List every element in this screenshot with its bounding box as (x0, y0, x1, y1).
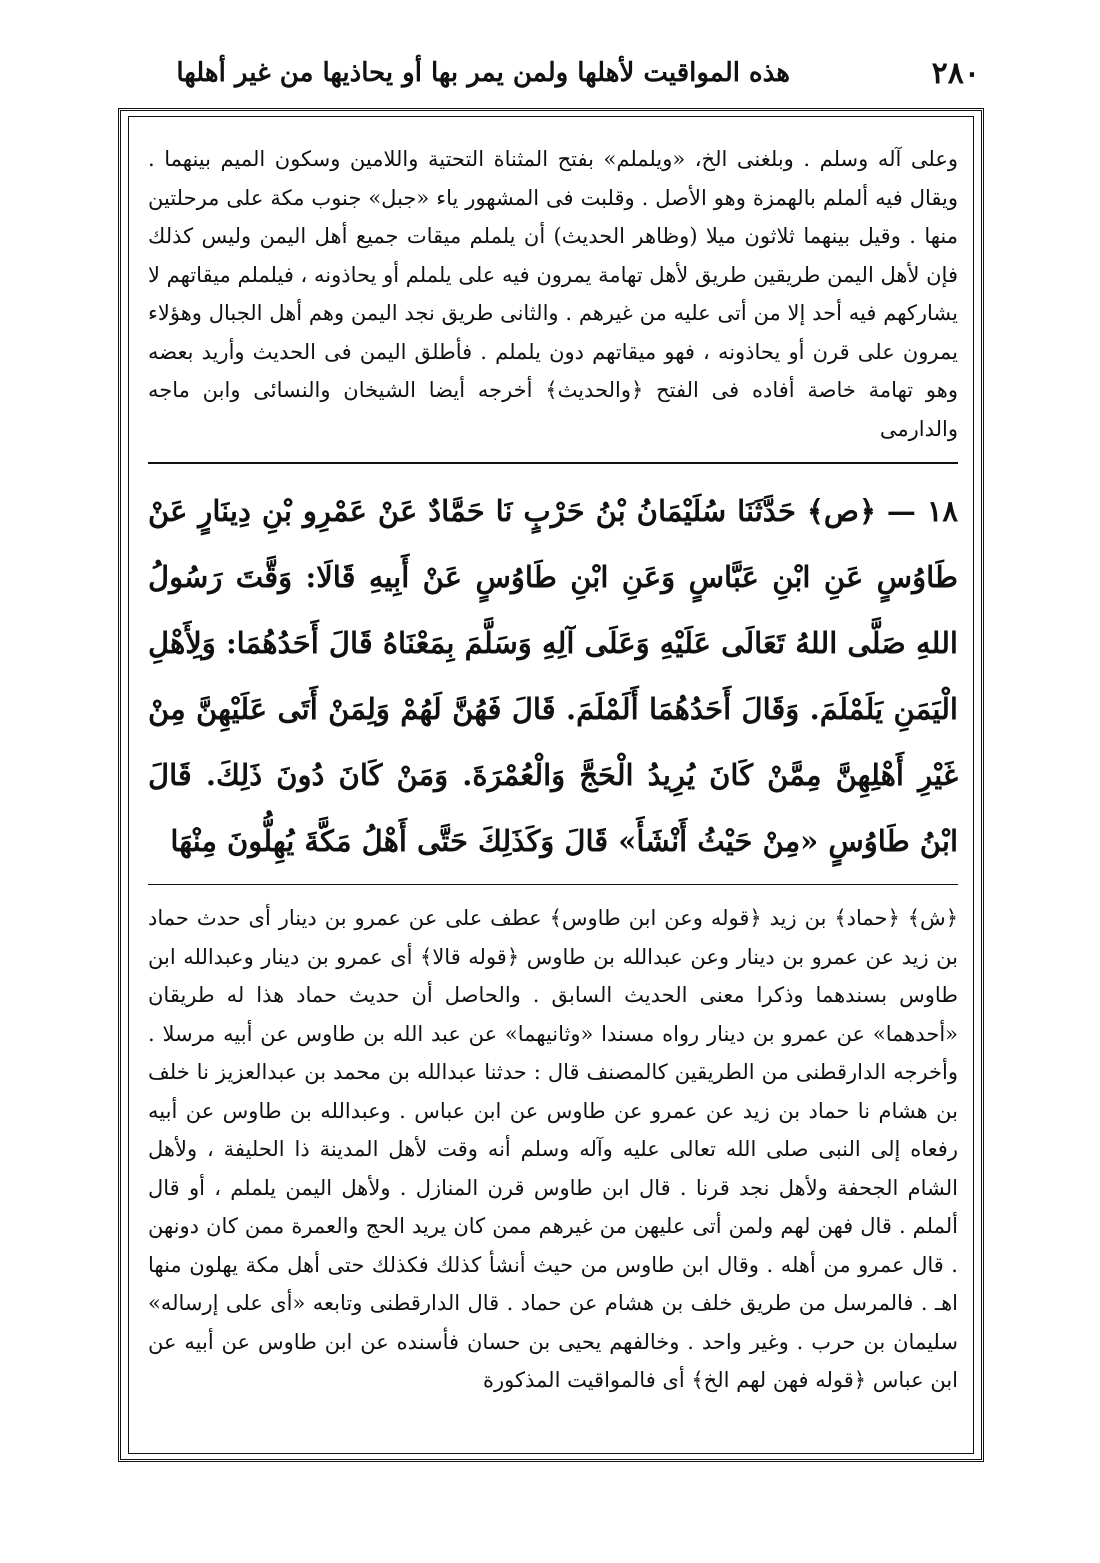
hadith-number: ١٨ (926, 494, 958, 528)
commentary-bottom (148, 899, 958, 1400)
commentary-top (148, 140, 958, 448)
commentary-line: عن حماد . قال الدارقطنى وتابعه «أى على إرساله» سليمان بن حرب . وغير واحد . وخالفهم يحيى بن (148, 1291, 958, 1354)
commentary-line: حسان فأسنده عن ابن طاوس عن أبيه عن ابن عباس ﴿قوله فهن لهم الخ﴾ أى فالمواقيت المذكورة (148, 1329, 958, 1392)
page-header (120, 50, 980, 106)
commentary-line: من حيث أنشأ كذلك فكذلك حتى أهل مكة يهلون منها اهـ . فالمرسل من طريق خلف بن هشام (148, 1252, 958, 1315)
commentary-line: طريقين طريق لأهل تهامة يمرون فيه على يلملم أو يحاذونه ، فيلملم ميقاتهم لا يشاركهم فيه أحد (148, 262, 958, 325)
running-title: هذه المواقيت لأهلها ولمن يمر بها أو يحاذيها من غير أهلها (176, 58, 790, 88)
hadith-text: ١٨ — ﴿ص﴾ حَدَّثَنَا سُلَيْمَانُ بْنُ حَرْبٍ نَا حَمَّادٌ عَنْ عَمْرِو بْنِ دِينَارٍ عَنْ طَاوُسٍ عَنِ ابْنِ عَبَّاسٍ وَعَنِ ابْنِ طَاوُسٍ عَنْ أَبِيهِ قَالَا: وَقَّتَ رَسُولُ اللهِ صَلَّى اللهُ تَعَالَى عَلَيْهِ وَعَلَى آلِهِ وَسَلَّمَ بِمَعْنَاهُ قَالَ أَحَدُهُمَا: وَلِأَهْلِ الْيَمَنِ يَلَمْلَمَ. وَقَالَ أَحَدُهُمَا أَلَمْلَمَ. قَالَ فَهُنَّ لَهُمْ وَلِمَنْ أَتَى عَلَيْهِنَّ مِنْ غَيْرِ أَهْلِهِنَّ مِمَّنْ كَانَ يُرِيدُ الْحَجَّ وَالْعُمْرَةَ. وَمَنْ كَانَ دُونَ ذَلِكَ. قَالَ ابْنُ طَاوُسٍ «مِنْ حَيْثُ أَنْشَأَ» قَالَ وَكَذَلِكَ حَتَّى أَهْلُ مَكَّةَ يُهِلُّونَ مِنْهَا (148, 494, 958, 858)
commentary-line: إلا من أتى عليه من غيرهم . والثانى طريق نجد اليمن وهم أهل الجبال وهؤلاء يمرون على قرن (148, 301, 958, 364)
section-divider (148, 884, 958, 885)
commentary-line: إلى النبى صلى الله تعالى عليه وآله وسلم أنه وقت لأهل المدينة ذا الحليفة ، ولأهل الشام الجحفة (148, 1137, 958, 1200)
commentary-line: ثلاثون ميلا (وظاهر الحديث) أن يلملم ميقات جميع أهل اليمن وليس كذلك فإن لأهل اليمن (148, 224, 958, 287)
commentary-line: وعلى آله وسلم . وبلغنى الخ، «ويلملم» بفتح المثناة التحتية واللامين وسكون الميم بينهما . ويقال فيه (148, 147, 958, 210)
page-number: ٢٨٠ (931, 56, 980, 91)
commentary-line: وأخرجه الدارقطنى من الطريقين كالمصنف قال : حدثنا عبدالله بن محمد بن عبدالعزيز نا خلف بن (148, 1060, 958, 1123)
hadith-marker: ﴿ص﴾ (806, 494, 876, 528)
hadith-body: حَدَّثَنَا سُلَيْمَانُ بْنُ حَرْبٍ نَا حَمَّادٌ عَنْ عَمْرِو بْنِ دِينَارٍ عَنْ طَاوُسٍ عَنِ ابْنِ عَبَّاسٍ وَعَنِ ابْنِ طَاوُسٍ عَنْ أَبِيهِ قَالَا: وَقَّتَ رَسُولُ اللهِ صَلَّى اللهُ تَعَالَى عَلَيْهِ وَعَلَى آلِهِ وَسَلَّمَ بِمَعْنَاهُ قَالَ أَحَدُهُمَا: وَلِأَهْلِ الْيَمَنِ يَلَمْلَمَ. وَقَالَ أَحَدُهُمَا أَلَمْلَمَ. قَالَ فَهُنَّ لَهُمْ وَلِمَنْ أَتَى عَلَيْهِنَّ مِنْ غَيْرِ أَهْلِهِنَّ مِمَّنْ كَانَ يُرِيدُ الْحَجَّ وَالْعُمْرَةَ. وَمَنْ كَانَ دُونَ ذَلِكَ. قَالَ ابْنُ طَاوُسٍ «مِنْ حَيْثُ أَنْشَأَ» قَالَ وَكَذَلِكَ حَتَّى أَهْلُ مَكَّةَ يُهِلُّونَ مِنْهَا (148, 494, 958, 858)
commentary-line: هشام نا حماد بن زيد عن عمرو عن طاوس عن ابن عباس . وعبدالله بن طاوس عن أبيه رفعاه (148, 1098, 958, 1161)
commentary-line: «أحدهما» عن عمرو بن دينار رواه مسندا «وثانيهما» عن عبد الله بن طاوس عن أبيه مرسلا . (148, 1021, 958, 1046)
commentary-line: ابن طاوس بسندهما وذكرا معنى الحديث السابق . والحاصل أن حديث حماد هذا له طريقان (148, 944, 958, 1007)
section-divider (148, 462, 958, 464)
commentary-line: ﴿ش﴾ ﴿حماد﴾ بن زيد ﴿قوله وعن ابن طاوس﴾ عطف على عن عمرو بن دينار أى حدث (196, 906, 958, 930)
commentary-line: أفاده فى الفتح ﴿والحديث﴾ أخرجه أيضا الشيخان والنسائى وابن ماجه والدارمى (148, 378, 958, 441)
commentary-line: ولأهل نجد قرنا . قال ابن طاوس قرن المنازل . ولأهل اليمن يلملم ، أو قال ألملم . قال فهن لهم ولمن (148, 1175, 958, 1238)
commentary-line: أتى عليهن من غيرهم ممن كان يريد الحج والعمرة ممن كان دونهن . قال عمرو من أهله . وقال ابن طاوس (148, 1214, 958, 1277)
commentary-line: ألملم بالهمزة وهو الأصل . وقلبت فى المشهور ياء «جبل» جنوب مكة على مرحلتين منها . وقيل بينهما (148, 185, 958, 248)
commentary-line: أو يحاذونه ، فهو ميقاتهم دون يلملم . فأطلق اليمن فى الحديث وأريد بعضه وهو تهامة خاصة (148, 339, 958, 402)
commentary-line: حماد بن زيد عن عمرو بن دينار وعن عبدالله بن طاوس ﴿قوله قالا﴾ أى عمرو بن دينار وعبدالله (148, 906, 958, 969)
page-content (148, 140, 958, 1400)
